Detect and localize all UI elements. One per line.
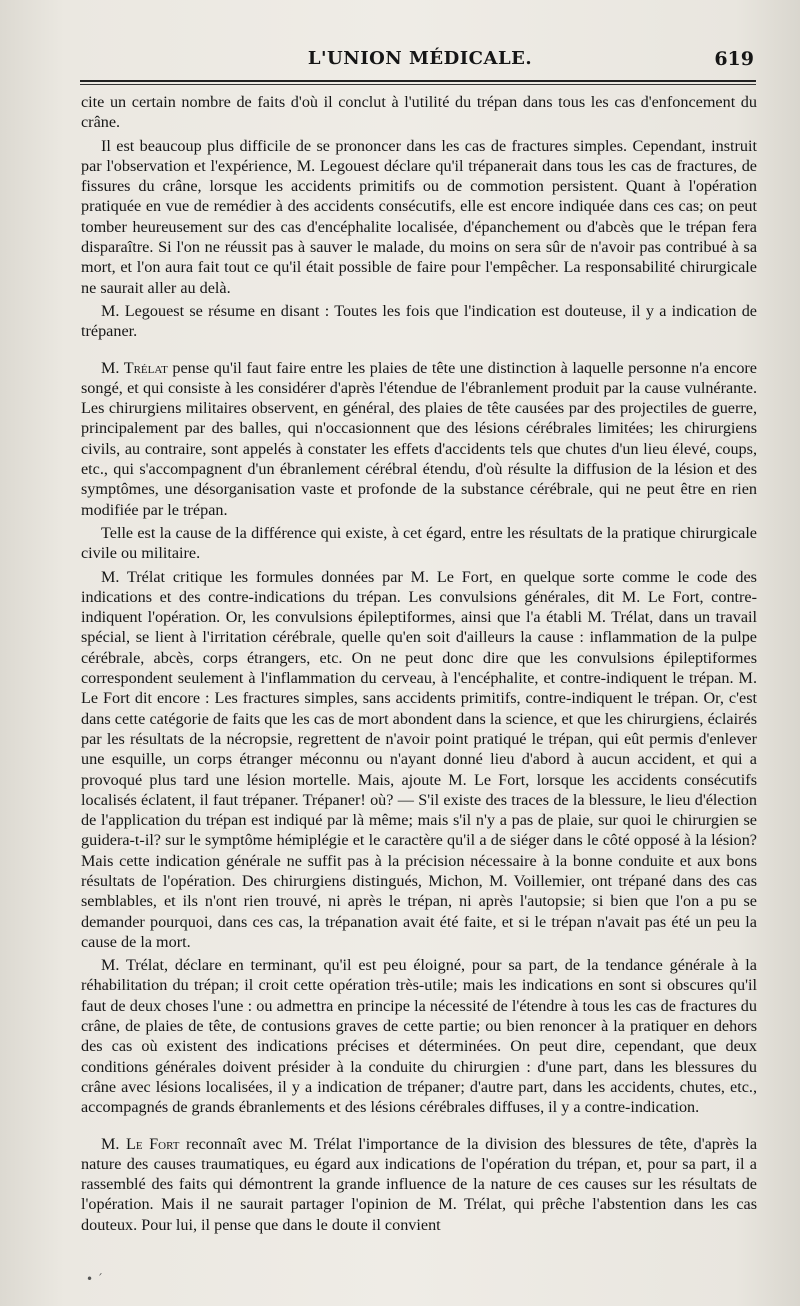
- paragraph: cite un certain nombre de faits d'où il conclut à l'utilité du trépan dans tous les cas d'enfoncement du crâne.: [81, 93, 757, 132]
- paragraph: [81, 1134, 757, 1235]
- paragraph: M. Trélat, déclare en terminant, qu'il est peu éloigné, pour sa part, de la tendance générale à la réhabilitation du trépan; il croit cette opération très-utile; mais les indications en sont si obscures qu'il faut de deux choses l'une : ou admettra en principe la nécessité de l'étendre à tous les cas de fractures du crâne, de plaies de tête, de contusions graves de cette partie; ou bien renoncer à la pratiquer en dehors des cas où existent des indications précises et déterminées. On peut dire, cependant, que deux conditions générales doivent présider à la conduite du chirurgien : d'une part, dans les blessures du crâne avec lésions localisées, il y a indication de trépaner; d'autre part, dans les accidents, chutes, etc., accompagnés de grands ébranlements et des lésions cérébrales diffuses, il y a contre-indication.: [81, 956, 757, 1117]
- page-smudge: • ˊ: [86, 1272, 103, 1286]
- speaker-name: M. Le Fort: [101, 1134, 180, 1153]
- article-body: [81, 92, 757, 1235]
- header-rule: [80, 80, 756, 85]
- paragraph: M. Trélat critique les formules données par M. Le Fort, en quelque sorte comme le code des indications et des contre-indications du trépan. Les convulsions générales, dit M. Le Fort, contre-indiquent l'opération. Or, les convulsions épileptiformes, ainsi que l'a établi M. Trélat, dans un travail spécial, se lient à l'irritation cérébrale, quelle qu'en soit d'ailleurs la cause : inflammation de la pulpe cérébrale, abcès, corps étrangers, etc. On ne peut donc dire que les convulsions épileptiformes correspondent seulement à l'inflammation du cerveau, à l'encéphalite, et contre-indiquent le trépan. M. Le Fort dit encore : Les fractures simples, sans accidents primitifs, contre-indiquent le trépan. Or, c'est dans cette catégorie de faits que les cas de mort abondent dans la science, et que les chirurgiens, éclairés par les résultats de la nécropsie, regrettent de n'avoir point pratiqué le trépan, qui eût permis d'enlever une esquille, un corps étranger méconnu ou n'ayant donné lieu d'abord à aucun accident, et qui a provoqué plus tard une lésion mortelle. Mais, ajoute M. Le Fort, lorsque les accidents consécutifs localisés éclatent, il faut trépaner. Trépaner! où? — S'il existe des traces de la blessure, le lieu d'élection de l'application du trépan est indiqué par là même; mais s'il n'y a pas de plaie, sur quoi le chirurgien se guidera-t-il? sur le symptôme hémiplégie et le caractère qu'il a de siéger dans le côté opposé à la lésion? Mais cette indication générale ne suffit pas à la précision nécessaire à la bonne conduite et aux bons résultats de l'opération. Des chirurgiens distingués, Michon, M. Voillemier, ont trépané dans des cas semblables, et ils n'ont rien trouvé, ni après le trépan, ni après l'autopsie; si bien que l'on a pu se demander pourquoi, dans ces cas, la trépanation avait été faite, et si le trépan n'avait pas été un peu la cause de la mort.: [81, 567, 757, 951]
- paragraph: Telle est la cause de la différence qui existe, à cet égard, entre les résultats de la pratique chirurgicale civile ou militaire.: [81, 523, 757, 563]
- speaker-name: M. Trélat: [101, 358, 168, 377]
- paragraph-text: pense qu'il faut faire entre les plaies de tête une distinction à laquelle personne n'a encore songé, et qui consiste à les considérer d'après l'étendue de l'ébranlement produit par la cause vulnérante. Les chirurgiens militaires observent, en général, des plaies de tête causées par des projectiles de guerre, principalement par des balles, qui n'occasionnent que des lésions cérébrales limitées; les chirurgiens civils, au contraire, sont appelés à constater les effets d'accidents tels que chutes d'un lieu élevé, coups, etc., qui s'accompagnent d'un ébranlement cérébral étendu, d'où résulte la diffusion de la lésion et des symptômes, une désorganisation vaste et profonde de la substance cérébrale, qui ne peut être en rien modifiée par le trépan.: [81, 358, 757, 519]
- paragraph: [81, 358, 757, 520]
- page-number: 619: [714, 48, 754, 70]
- running-head: L'UNION MÉDICALE.: [307, 48, 533, 69]
- paragraph: Il est beaucoup plus difficile de se prononcer dans les cas de fractures simples. Cependant, instruit par l'observation et l'expérience, M. Legouest déclare qu'il trépanerait dans tous les cas de fractures, de fissures du crâne, lorsque les accidents primitifs ou de commotion persistent. Quant à l'opération pratiquée en vue de remédier à des accidents consécutifs, elle est encore indiquée dans ces cas; on peut tomber heureusement sur des cas d'encéphalite localisée, d'épanchement ou d'abcès que le trépan fera disparaître. Si l'on ne réussit pas à sauver le malade, du moins on sera sûr de n'avoir pas contribué à sa mort, et l'on aura fait tout ce qu'il était possible de faire pour l'empêcher. La responsabilité chirurgicale ne saurait aller au delà.: [81, 136, 757, 297]
- paragraph: M. Legouest se résume en disant : Toutes les fois que l'indication est douteuse, il y a indication de trépaner.: [81, 301, 757, 341]
- paragraph-text: reconnaît avec M. Trélat l'importance de la division des blessures de tête, d'après la nature des causes traumatiques, eu égard aux indications de l'opération du trépan, et, pour sa part, il a rassemblé des faits qui démontrent la grande influence de la nature de ces causes sur les résultats de l'opération. Mais il ne saurait partager l'opinion de M. Trélat, qui prêche l'abstention dans les cas douteux. Pour lui, il pense que dans le doute il convient: [81, 1134, 758, 1234]
- page-header: [82, 44, 758, 74]
